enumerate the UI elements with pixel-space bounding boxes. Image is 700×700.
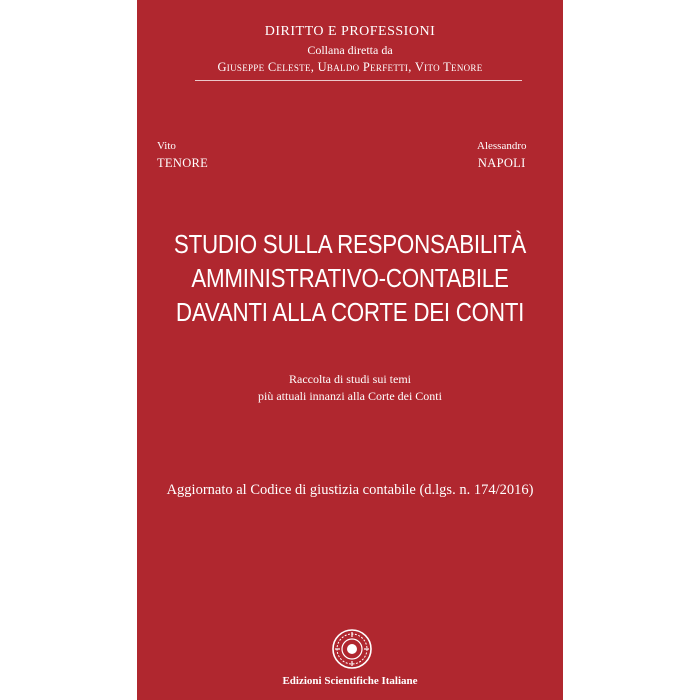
subtitle-line: Raccolta di studi sui temi: [289, 372, 411, 386]
subtitle-line: più attuali innanzi alla Corte dei Conti: [258, 389, 442, 403]
publisher-name: Edizioni Scientifiche Italiane: [282, 675, 418, 687]
title-line: AMMINISTRATIVO-CONTABILE: [191, 263, 509, 293]
author-given-name: Alessandro: [477, 140, 527, 152]
update-note: Aggiornato al Codice di giustizia contabile (d.lgs. n. 174/2016): [166, 482, 534, 498]
author-2: [477, 138, 527, 172]
series-title: DIRITTO E PROFESSIONI: [264, 24, 436, 39]
divider-rule: [195, 80, 522, 81]
book-subtitle: [137, 371, 563, 405]
series-editors: Giuseppe Celeste, Ubaldo Perfetti, Vito Tenore: [217, 60, 483, 74]
title-line: STUDIO SULLA RESPONSABILITÀ: [173, 229, 527, 259]
author-surname: TENORE: [157, 156, 209, 170]
book-title: [137, 227, 563, 329]
book-cover: [137, 0, 563, 700]
author-1: [157, 138, 208, 172]
author-surname: NAPOLI: [477, 156, 526, 170]
series-subtitle: Collana diretta da: [307, 43, 393, 57]
title-line: DAVANTI ALLA CORTE DEI CONTI: [175, 297, 525, 327]
author-given-name: Vito: [157, 140, 176, 152]
publisher-seal-icon: [331, 628, 373, 670]
